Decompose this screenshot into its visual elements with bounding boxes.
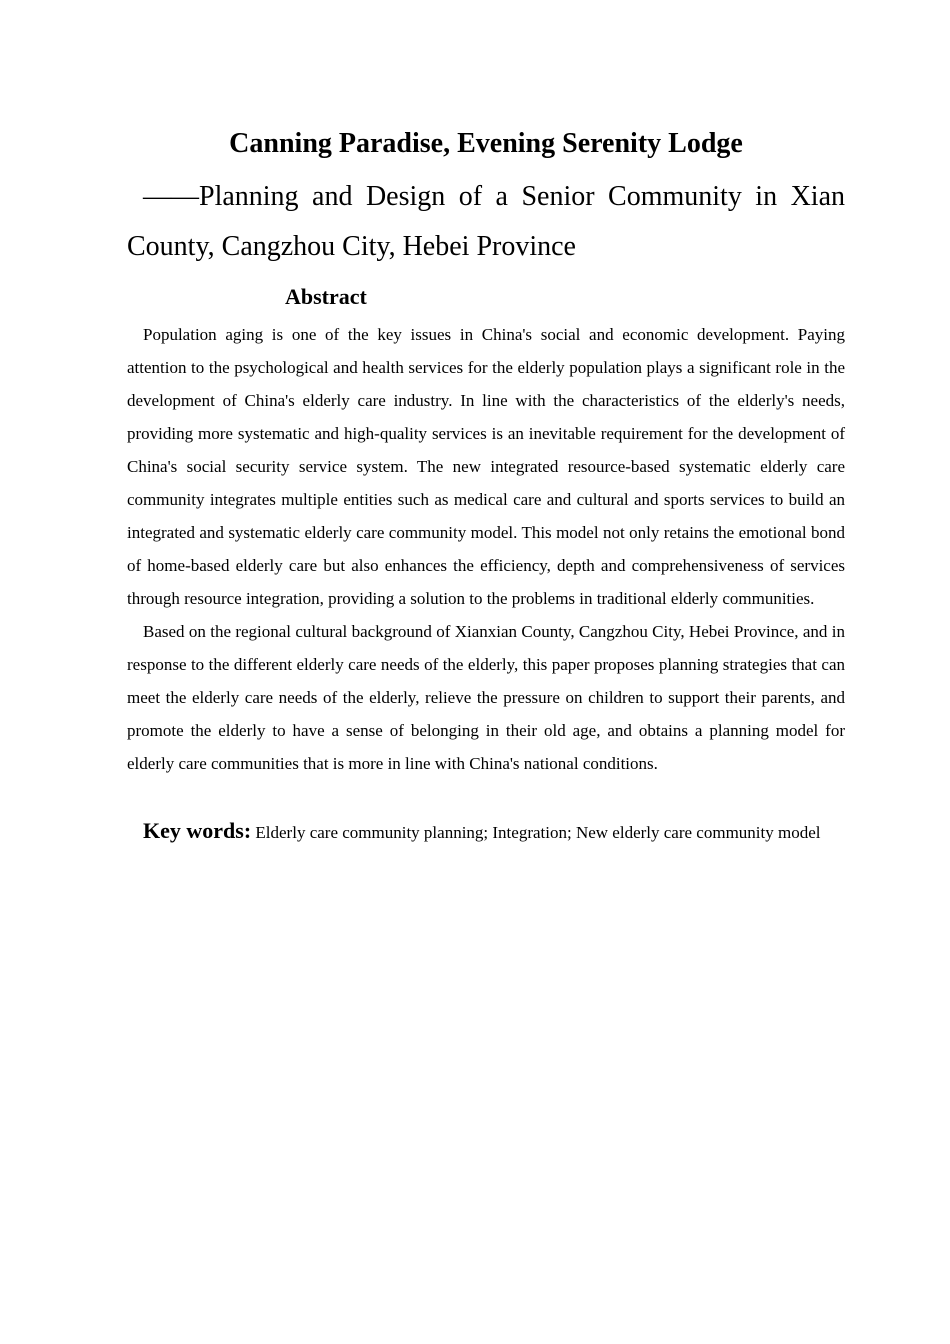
keywords-text: Elderly care community planning; Integration; New elderly care community model (251, 823, 821, 842)
document-title: Canning Paradise, Evening Serenity Lodge (229, 128, 743, 159)
keywords-label: Key words: (143, 818, 252, 843)
abstract-paragraph-1: Population aging is one of the key issues in China's social and economic development. Paying attention to the psychological and health services for the elderly population plays a significant role in the development of China's elderly care industry. In line with the characteristics of the elderly's needs, providing more systematic and high-quality services is an inevitable requirement for the development of China's social security service system. The new integrated resource-based systematic elderly care community integrates multiple entities such as medical care and cultural and sports services to build an integrated and systematic elderly care community model. This model not only retains the emotional bond of home-based elderly care but also enhances the efficiency, depth and comprehensiveness of services through resource integration, providing a solution to the problems in traditional elderly communities. (127, 325, 845, 608)
keywords-line (127, 814, 845, 849)
document-subtitle: ——Planning and Design of a Senior Community in Xian County, Cangzhou City, Hebei Province (127, 181, 845, 262)
abstract-heading: Abstract (285, 284, 367, 309)
abstract-paragraph-2: Based on the regional cultural background of Xianxian County, Cangzhou City, Hebei Province, and in response to the different elderly care needs of the elderly, this paper proposes planning strategies that can meet the elderly care needs of the elderly, relieve the pressure on children to support their parents, and promote the elderly to have a sense of belonging in their old age, and obtains a planning model for elderly care communities that is more in line with China's national conditions. (127, 622, 845, 773)
document-page (127, 124, 845, 849)
